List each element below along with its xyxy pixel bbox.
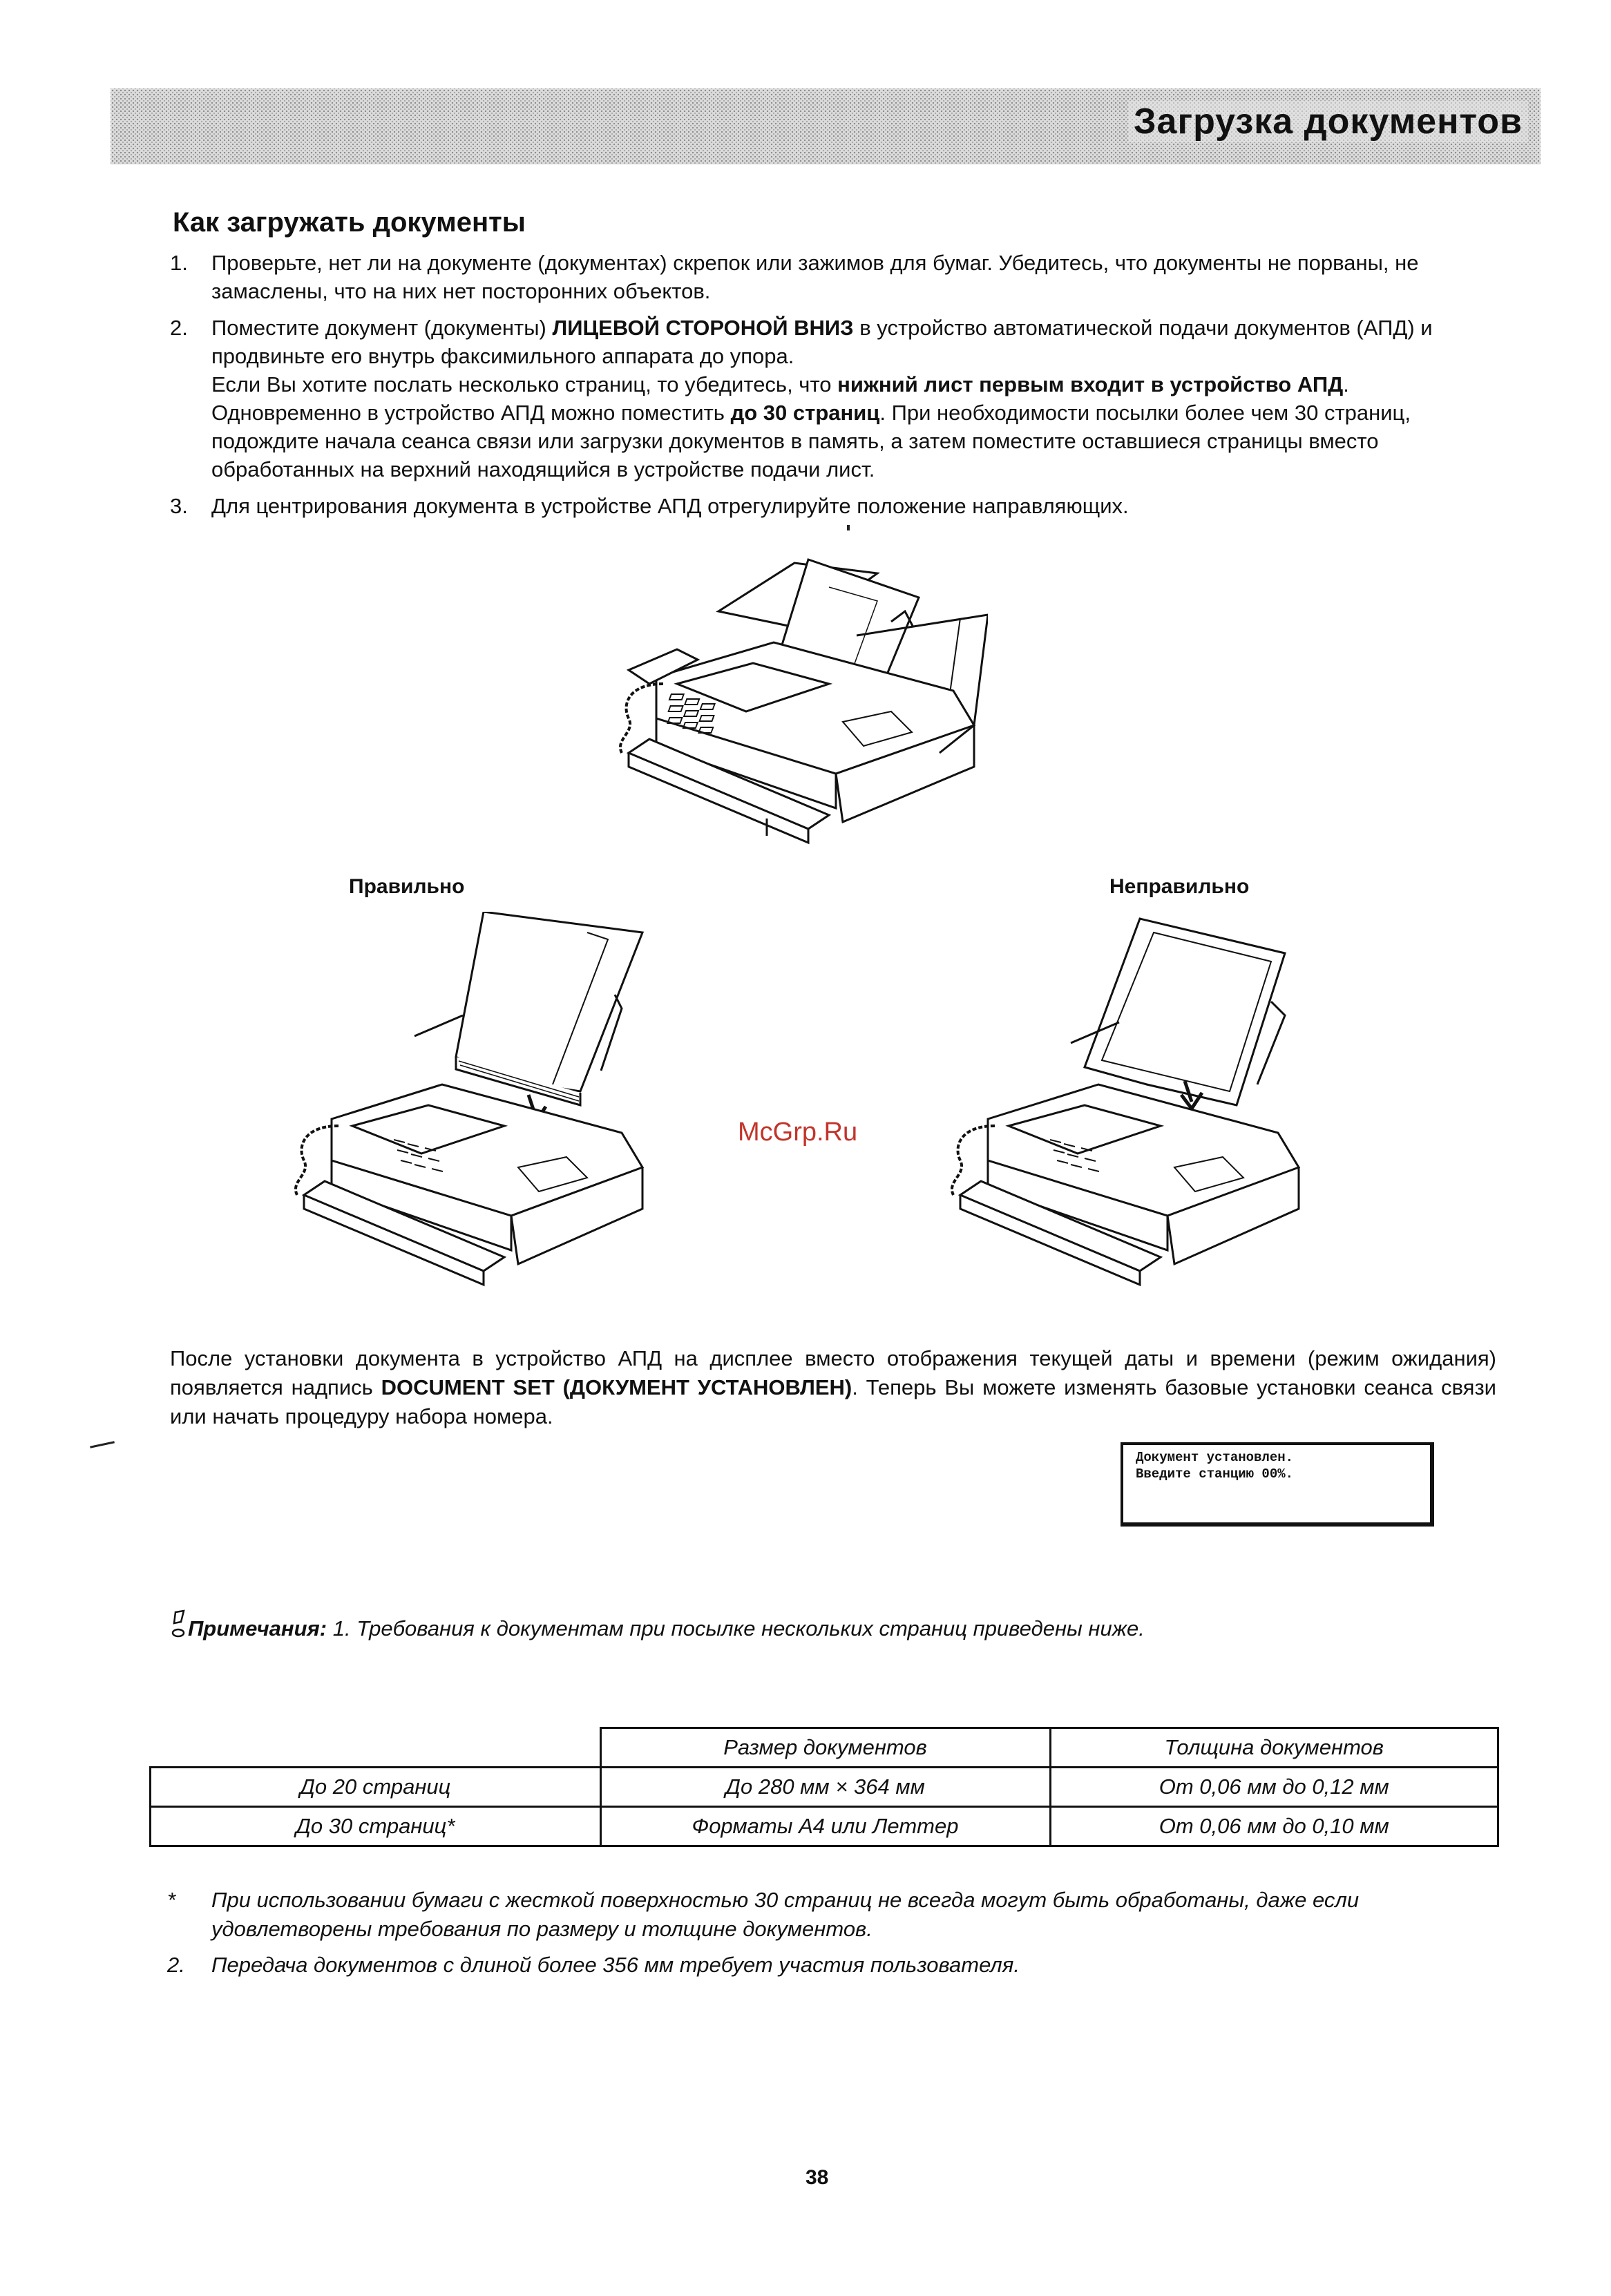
step-3 xyxy=(170,492,1496,520)
lcd-line-2: Введите станцию 00%. xyxy=(1136,1466,1294,1482)
table-cell: До 30 страниц* xyxy=(151,1807,601,1846)
paragraph-text: . Теперь Вы можете изменять базовые установки сеанса связи или начать процедуру набора номера. xyxy=(170,1375,1496,1428)
note-icon xyxy=(170,1609,188,1640)
step-emphasis: до 30 страниц xyxy=(730,401,880,425)
lcd-display xyxy=(1121,1442,1434,1527)
table-cell: Форматы А4 или Леттер xyxy=(600,1807,1050,1846)
table-header-cell: Толщина документов xyxy=(1050,1728,1498,1768)
label-incorrect: Неправильно xyxy=(1109,875,1250,898)
page-number: 38 xyxy=(806,2166,829,2189)
instruction-list xyxy=(170,249,1496,528)
table-cell: До 280 мм × 364 мм xyxy=(600,1768,1050,1807)
step-text: Если Вы хотите послать несколько страниц, то убедитесь, что xyxy=(211,372,838,396)
page-title: Загрузка документов xyxy=(1128,101,1528,142)
step-text: Проверьте, нет ли на документе (документах) скрепок или зажимов для бумаг. Убедитесь, что документы не порваны, не замаслены, что на них нет посторонних объектов. xyxy=(211,251,1419,303)
table-header-row xyxy=(151,1728,1498,1768)
step-emphasis: нижний лист первым входит в устройство АПД xyxy=(837,372,1344,396)
step-text: Поместите документ (документы) xyxy=(211,316,553,340)
step-text: . Одновременно в устройство АПД можно поместить xyxy=(211,372,1349,425)
table-header-cell xyxy=(151,1728,601,1768)
step-text: . При необходимости посылки более чем 30 страниц, подождите начала сеанса связи или загрузки документов в память, а затем поместите оставшиеся страницы вместо обработанных на верхний находящийся в устройстве подачи лист. xyxy=(211,401,1411,481)
step-1 xyxy=(170,249,1496,305)
step-text: Для центрирования документа в устройстве АПД отрегулируйте положение направляющих. xyxy=(211,494,1129,518)
table-header-cell: Размер документов xyxy=(600,1728,1050,1768)
table-cell: До 20 страниц xyxy=(151,1768,601,1807)
fax-illustration-main xyxy=(601,546,988,891)
footnote-marker: * xyxy=(167,1888,176,1912)
step-text: в устройство автоматической подачи документов (АПД) и продвиньте его внутрь факсимильного аппарата до упора. xyxy=(211,316,1433,368)
watermark: McGrp.Ru xyxy=(738,1118,858,1147)
fax-illustration-correct xyxy=(290,912,649,1299)
lcd-line-1: Документ установлен. xyxy=(1136,1450,1294,1465)
paragraph-emphasis: DOCUMENT SET (ДОКУМЕНТ УСТАНОВЛЕН) xyxy=(381,1375,852,1399)
label-correct: Правильно xyxy=(349,875,465,898)
notes xyxy=(170,1609,1145,1641)
requirements-table xyxy=(149,1727,1499,1847)
step-2 xyxy=(170,314,1496,484)
paragraph-text: После установки документа в устройство АПД на дисплее вместо отображения текущей даты и времени (режим ожидания) появляется надпись xyxy=(170,1346,1496,1399)
footnote-marker: 2. xyxy=(167,1953,185,1977)
footnote xyxy=(164,1951,1477,1980)
footnote xyxy=(164,1886,1477,1944)
notes-text: 1. Требования к документам при посылке нескольких страниц приведены ниже. xyxy=(327,1616,1145,1640)
scan-speck xyxy=(90,1441,115,1448)
step-number: 2. xyxy=(170,316,188,340)
table-cell: От 0,06 мм до 0,12 мм xyxy=(1050,1768,1498,1807)
footnotes xyxy=(164,1886,1477,1987)
table-row xyxy=(151,1768,1498,1807)
table-cell: От 0,06 мм до 0,10 мм xyxy=(1050,1807,1498,1846)
step-emphasis: ЛИЦЕВОЙ СТОРОНОЙ ВНИЗ xyxy=(552,316,854,340)
header-band xyxy=(111,88,1541,164)
notes-label: Примечания: xyxy=(188,1616,327,1640)
scan-speck xyxy=(847,525,850,530)
footnote-text: Передача документов с длиной более 356 мм требует участия пользователя. xyxy=(211,1953,1020,1977)
section-title: Как загружать документы xyxy=(173,207,526,238)
step-number: 1. xyxy=(170,251,188,275)
table-row xyxy=(151,1807,1498,1846)
fax-illustration-incorrect xyxy=(946,912,1306,1299)
footnote-text: При использовании бумаги с жесткой поверхностью 30 страниц не всегда могут быть обработаны, даже если удовлетворены требования по размеру и толщине документов. xyxy=(211,1888,1360,1941)
step-number: 3. xyxy=(170,494,188,518)
document-set-paragraph xyxy=(170,1344,1496,1431)
